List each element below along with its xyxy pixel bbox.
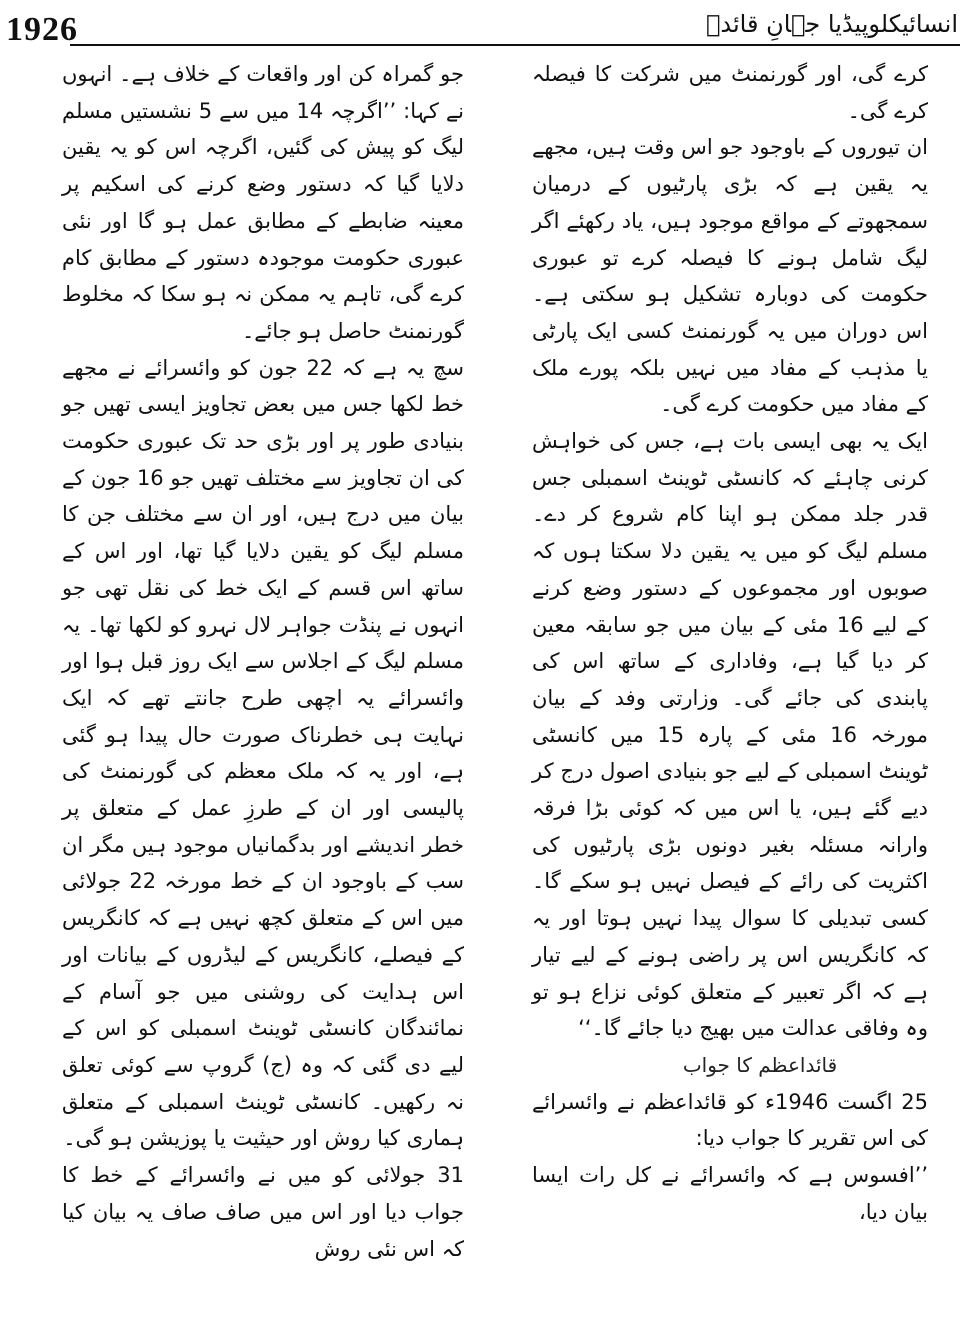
paragraph: 31 جولائی کو میں نے وائسرائے کے خط کا جواب دیا اور اس میں صاف صاف یہ بیان کیا کہ اس نئی روش [62,1163,464,1261]
paragraph: ان تیوروں کے باوجود جو اس وقت ہیں، مجھے یہ یقین ہے کہ بڑی پارٹیوں کے درمیان سمجھوتے کے مواقع موجود ہیں، یاد رکھئے اگر لیگ شامل ہونے کا فیصلہ کرے تو عبوری حکومت کی دوبارہ تشکیل ہو سکتی ہے۔ اس دوران میں یہ گورنمنٹ کسی ایک پارٹی یا مذہب کے مفاد میں نہیں بلکہ پورے ملک کے مفاد میں حکومت کرے گی۔ [532,135,928,417]
header-rule [70,44,960,46]
paragraph: کرے گی، اور گورنمنٹ میں شرکت کا فیصلہ کرے گی۔ [532,62,928,123]
left-column [62,56,464,1267]
running-title: انسائیکلوپیڈیا جہانِ قائدؒ [706,10,958,38]
right-column [532,56,928,1231]
paragraph: سچ یہ ہے کہ 22 جون کو وائسرائے نے مجھے خط لکھا جس میں بعض تجاویز ایسی تھیں جو بنیادی طور پر اور بڑی حد تک عبوری حکومت کی ان تجاویز سے مختلف تھیں جو 16 جون کے بیان میں درج ہیں، اور ان سے مختلف جن کا مسلم لیگ کو یقین دلایا گیا تھا، اور اس کے ساتھ اس قسم کے ایک خط کی نقل تھی جو انہوں نے پنڈت جواہر لال نہرو کو لکھا تھا۔ یہ مسلم لیگ کے اجلاس سے ایک روز قبل ہوا اور وائسرائے یہ اچھی طرح جانتے تھے کہ ایک نہایت ہی خطرناک صورت حال پیدا ہو گئی ہے، اور یہ کہ ملک معظم کی گورنمنٹ کی پالیسی اور ان کے طرزِ عمل کے متعلق پر خطر اندیشے اور بدگمانیاں موجود ہیں مگر ان سب کے باوجود ان کے خط مورخہ 22 جولائی میں اس کے متعلق کچھ نہیں ہے کہ کانگریس کے فیصلے، کانگریس کے لیڈروں کے بیانات اور اس ہدایت کی روشنی میں جو آسام کے نمائندگان کانسٹی ٹوینٹ اسمبلی کو اس کے لیے دی گئی کہ وہ (ج) گروپ سے کوئی تعلق نہ رکھیں۔ کانسٹی ٹوینٹ اسمبلی کے متعلق ہماری کیا روش اور حیثیت یا پوزیشن ہو گی۔ [62,355,465,1151]
section-subheading: قائداعظم کا جواب [682,1052,838,1077]
paragraph: 25 اگست 1946ء کو قائداعظم نے وائسرائے کی اس تقریر کا جواب دیا: [532,1089,928,1151]
paragraph: ’’افسوس ہے کہ وائسرائے نے کل رات ایسا بیان دیا، [532,1163,928,1224]
paragraph: ایک یہ بھی ایسی بات ہے، جس کی خواہش کرنی چاہئے کہ کانسٹی ٹوینٹ اسمبلی جس قدر جلد ممکن ہو اپنا کام شروع کر دے۔ مسلم لیگ کو میں یہ یقین دلا سکتا ہوں کہ صوبوں اور مجموعوں کے دستور وضع کرنے کے لیے 16 مئی کے بیان میں جو سابقہ معین کر دیا گیا ہے، وفاداری کے ساتھ اس کی پابندی کی جائے گی۔ وزارتی وفد کے بیان مورخہ 16 مئی کے پارہ 15 میں کانسٹی ٹوینٹ اسمبلی کے لیے جو بنیادی اصول درج کر دیے گئے ہیں، یا اس میں کہ کوئی بڑا فرقہ وارانہ مسئلہ بغیر دونوں بڑی پارٹیوں کی اکثریت کی رائے کے فیصل نہیں ہو سکے گا۔ کسی تبدیلی کا سوال پیدا نہیں ہوتا اور یہ کہ کانگریس اس پر راضی ہونے کے لیے تیار ہے کہ اگر تعبیر کے متعلق کوئی نزاع ہو تو وہ وفاقی عدالت میں بھیج دیا جائے گا۔‘‘ [532,429,928,1041]
page-number: 1926 [6,11,78,48]
paragraph: جو گمراہ کن اور واقعات کے خلاف ہے۔ انہوں نے کہا: ’’اگرچہ 14 میں سے 5 نشستیں مسلم لیگ کو پیش کی گئیں، اگرچہ اس کو یہ یقین دلایا گیا کہ دستور وضع کرنے کی اسکیم پر معینہ ضابطے کے مطابق عمل ہو گا اور نئی عبوری حکومت موجودہ دستور کے مطابق کام کرے گی، تاہم یہ ممکن نہ ہو سکا کہ مخلوط گورنمنٹ حاصل ہو جائے۔ [62,62,465,343]
